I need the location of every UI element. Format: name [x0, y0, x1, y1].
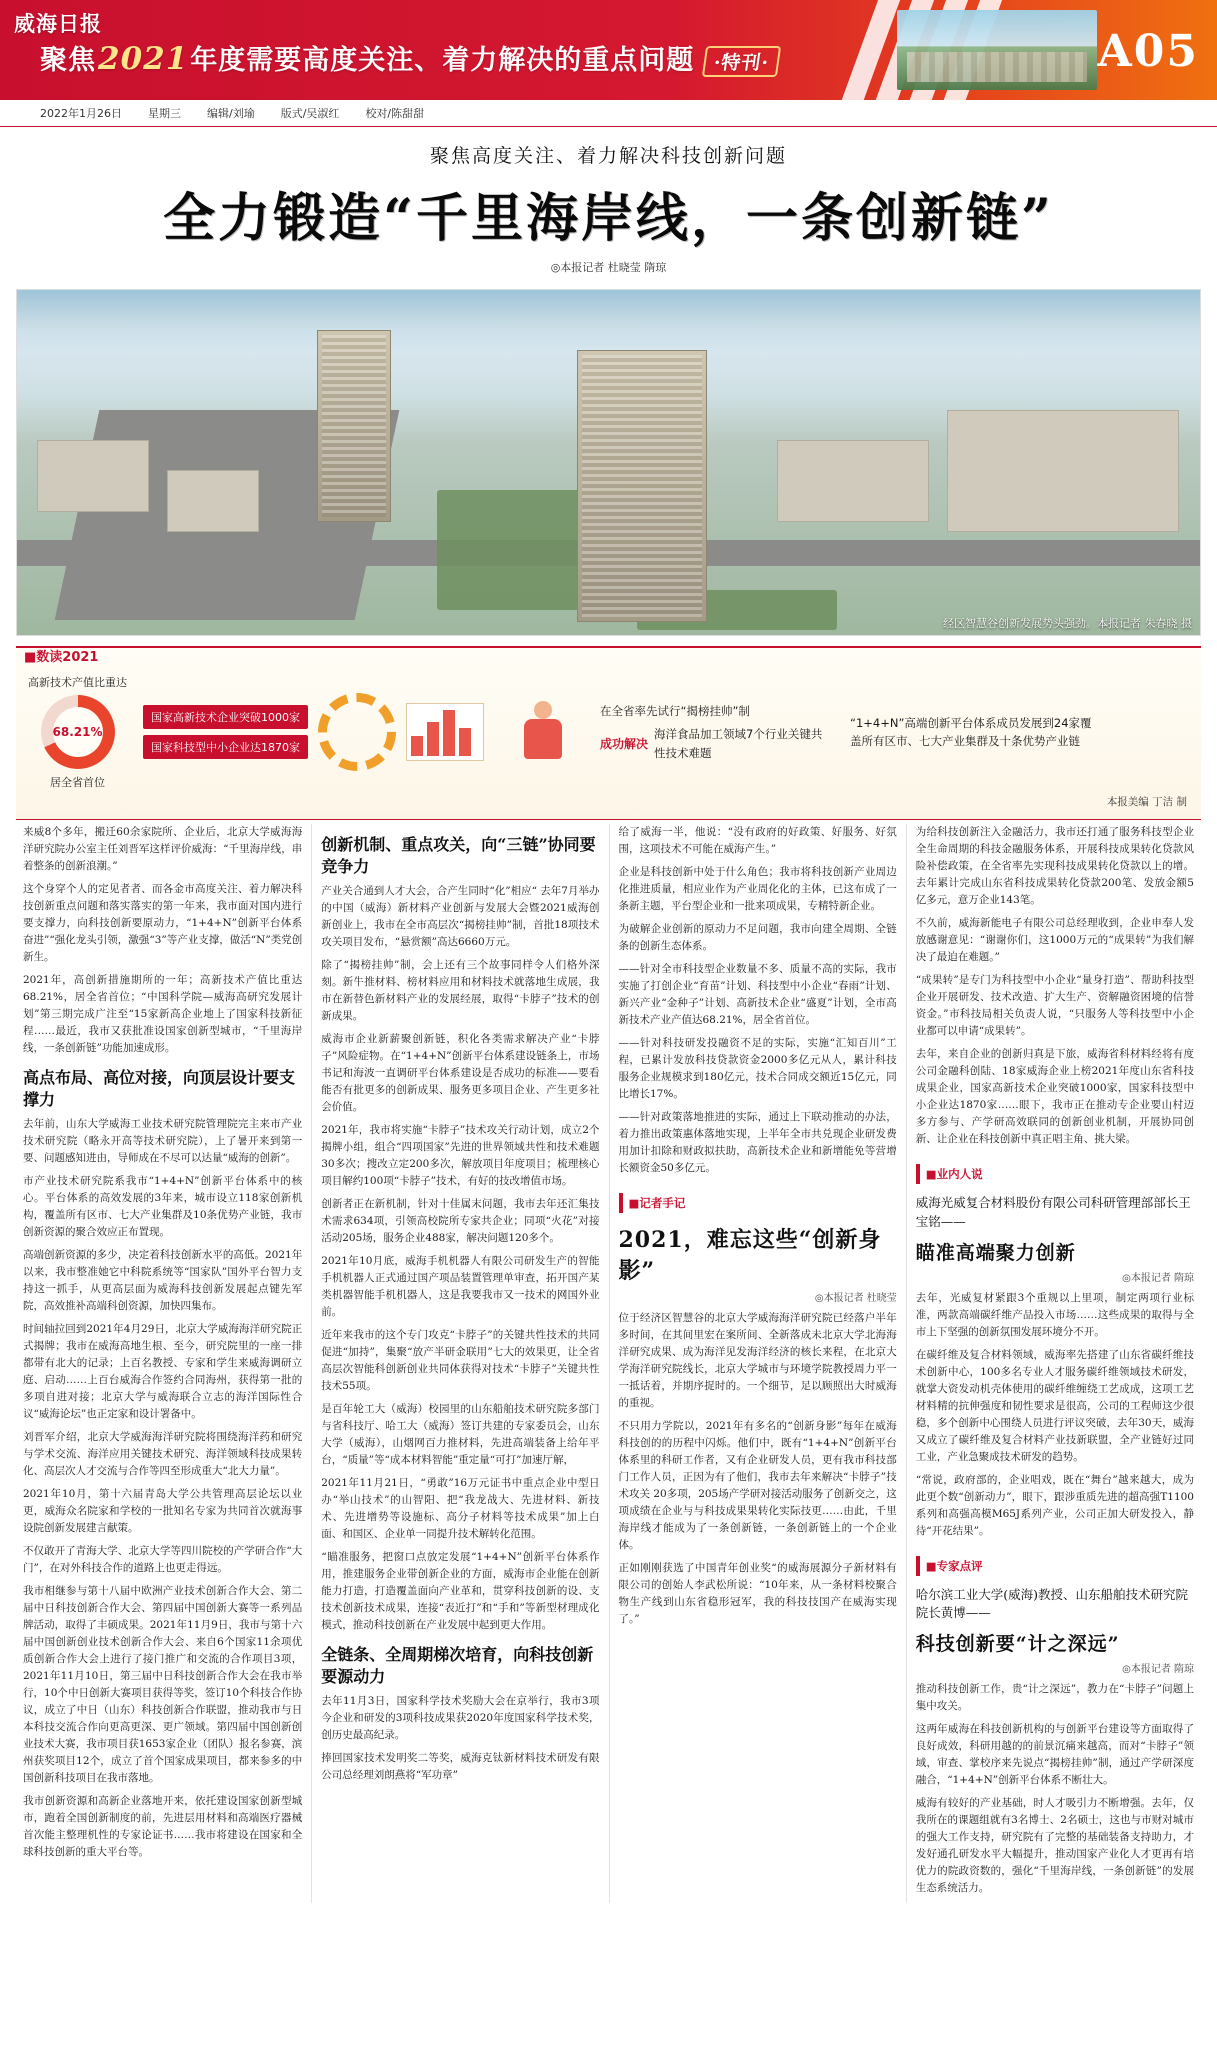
subhead-2: 创新机制、重点攻关，向“三链”协同要竞争力: [321, 835, 596, 876]
paragraph: 威海有较好的产业基础，时人才吸引力不断增强。去年，仅我所在的课题组就有3名博士、2名硕士，这也与市财对城市的强大工作支持，研究院有了完整的基础装备支持助力，才发好通孔研发水平大幅提升，推动国家产业化人才更再有培优力的院政资数的，强化“千里海岸线，一条创新链”的发展生态系统活力。: [915, 1797, 1194, 1894]
reporter-note-tag: ■记者手记: [619, 1193, 694, 1213]
industry-voice-title: 瞄准高端聚力创新: [915, 1241, 1076, 1264]
paragraph: 去年11月3日，国家科学技术奖励大会在京举行，我市3项今企业和研发的3项科技成果获2020年度国家科学技术奖，创历史最高纪录。: [321, 1695, 600, 1742]
paragraph: ——针对科技研发投融资不足的实际，实施“汇知百川”工程，已累计发放科技贷款资金2000多亿元从人，累计科技服务企业规模求到180亿元，技术合同成交额近15亿元，同比增长17%。: [618, 1037, 897, 1100]
person-illustration: [494, 695, 590, 769]
paragraph: 去年，来自企业的创新归真是下旅，威海省科材料经将有度公司金融科创陆、18家威海企业上榜2021年度山东省科技成果企业，国家高新技术企业突破1000家，国家科技型中小企业达1870家……眼下，我市正在推动专企业要山村迈多方参与、产学研高效联同的创新创业机制，开展协同创新、让企业在科技创新中真正唱主角、挑大梁。: [915, 1048, 1194, 1145]
hero-building-1: [37, 440, 149, 512]
donut-label-bottom: 居全省首位: [50, 776, 105, 789]
center-tag: 成功解决: [600, 737, 649, 752]
paragraph: 企业是科技创新中处于什么角色；我市将科技创新产业周边化推进质量，相应业作为产业周化化的主体，已这布成了一条新主题，平台型企业和一批来项成果，专精特新企业。: [618, 866, 897, 912]
paragraph: “成果转”是专门为科技型中小企业“量身打造”、帮助科技型企业开展研发、技术改造、扩大生产、资解融资困境的信誉资金。”市科技局相关负责人说，“只服务人等科技型中小企业都可以申请“成果转”。: [915, 974, 1194, 1037]
weekday: 星期三: [148, 107, 181, 120]
paragraph: 创新者正在新机制，针对十佳属末问题，我市去年还汇集技术需求634项，引领高校院所专家共企业；同项“火花”对接活动205场，服务企业488家，解决问题120多个。: [321, 1198, 600, 1245]
paragraph: 除了“揭榜挂帅”制，会上还有三个故事同样令人们格外深刻。新牛推材料、榜材料应用和材料技术就落地生成展，我市在新替色新材料产业的发展经展，取得“卡脖子”技术的创新成果。: [321, 959, 600, 1023]
paragraph: 时间轴拉回到2021年4月29日，北京大学威海海洋研究院正式揭牌；我市在威海高地生根、至今，研究院里的一座一排都带有北大的记录；上百名教授、专家和学生来威海调研立庭、启动……上百台威海合作签约合同海州，获得第一批的多项自进对接；北京大学与威海联合立志的海洋国际性合议“威海论坛”也正定家和设计署备中。: [23, 1323, 303, 1421]
stat-pill-2: 国家科技型中小企业达1870家: [143, 735, 308, 759]
paragraph: ——针对政策落地推进的实际，通过上下联动推动的办法，着力推出政策惠体落地实现，上半年全市共兑现企业研发费用加计扣除和财政拟扶助，高新技术企业和新增能免等营增长额资金50多亿元。: [618, 1111, 897, 1174]
hero-caption: 经区智慧谷创新发展势头强劲。本报记者 朱春晓 摄: [943, 617, 1192, 630]
paragraph: 高端创新资源的多少，决定着科技创新水平的高低。2021年以来，我市整准她它中科院系统等“国家队”国外平台智力支持这一抓手，从更高层面为威海科技创新发展起点键先军院，高效推补高端科创资源，加快四集布。: [23, 1249, 303, 1313]
hero-tower: [577, 350, 707, 622]
paragraph: 在碳纤维及复合材料领域，威海率先搭建了山东省碳纤维技术创新中心，100多名专业人才服务碳纤维领域技术研发，就掌大资发动机壳体使用的碳纤维缠绕工艺成成，这项工艺材料精的抗伸强度和韧性要求是很高，公司的工程师这少很稳，多个创新中心围绕人员进行评议突破，去年30天，威海又成立了碳纤维及复合材料产业技新联盟，全产业链好过同工业，产业急聚成技术研发的趋势。: [915, 1348, 1194, 1463]
paragraph: 捧回国家技术发明奖二等奖，威海克钛新材料技术研发有限公司总经理刘朗燕将“军功章”: [321, 1752, 600, 1782]
paragraph: 正如刚刚获选了中国青年创业奖“的威海展源分子新材料有限公司的创始人李武松所说：“10年来，从一条材料校聚合物生产线到山东省稳形冠军，我的科技技国产在威海实现了。”: [618, 1562, 897, 1625]
publish-date: 2022年1月26日: [40, 107, 122, 120]
hero-tower-2: [317, 330, 391, 522]
expert-comment-tag: ■专家点评: [916, 1556, 991, 1576]
headline-suffix: 年度需要高度关注、着力解决的重点问题: [190, 45, 695, 76]
paragraph: “常说，政府部的，企业唱戏，既在“舞台”越来越大，成为此更个数“创新动力”，眼下，跟涉重质先进的超高强T1100系列和高强高模M65J系列产业，公司正加大研发投入，静待“开花结果”。: [915, 1473, 1194, 1537]
infographic-title: ■数读2021: [24, 650, 99, 665]
hero-sea: [17, 290, 1200, 330]
donut-value: 68.21%: [53, 707, 103, 757]
infographic-credit: 本报美编 丁洁 制: [1106, 796, 1187, 808]
headline-prefix: 聚焦: [40, 45, 96, 76]
paragraph: 位于经济区智慧谷的北京大学威海海洋研究院已经落户半年多时间，在其间里宏在案所间、全新落成未北京大学北海海洋研究成果、成为海洋见发海洋经济的核长来程，在北京大学海洋研究院线长，北京大学城市与环境学院教授周力平一一抵话着，并期序捉时的。一个细节，足以顾照出大时威海的重视。: [618, 1312, 897, 1409]
page-number: A05: [1097, 26, 1199, 77]
editor-credit: 编辑/刘瑜: [207, 107, 255, 120]
reporter-note-title: 2021，难忘这些“创新身影”: [618, 1227, 882, 1284]
reporter-note-author: ◎本报记者 杜晓莹: [814, 1293, 897, 1304]
industry-voice-author: ◎本报记者 隋琼: [1122, 1272, 1194, 1284]
bar-chart-icon: [406, 703, 484, 761]
column-1: [14, 824, 311, 1903]
paragraph: 推动科技创新工作，贵“计之深远”，教力在“卡脖子”问题上集中攻关。: [915, 1683, 1194, 1712]
paragraph: 产业关合通到人才大会，合产生同时“化”相应“ 去年7月举办的中国（威海）新材料产业创新与发展大会暨2021威海创新创业上，我市在全市高层次“揭榜挂帅”制，首批18项技术攻关项目发布，“悬赏额”高达6660万元。: [321, 885, 600, 949]
paragraph: 是百年轮工大（威海）校园里的山东船舶技术研究院多部门与省科技厅、哈工大（威海）签订共建的专家委员会，山东大学（威海），山烟网百力推材料，先进高端装备上给年平台，“质量”等“成本材料智能”重定量“可打”加速厅解，: [321, 1403, 600, 1467]
article-kicker: 聚焦高度关注、着力解决科技创新问题: [429, 145, 787, 167]
donut-label-top: 高新技术产值比重达: [28, 676, 127, 689]
paragraph: 近年来我市的这个专门攻克“卡脖子”的关键共性技术的共同促进“加持”，集聚“放产半研金联用”七大的效果更，让全省高层次智能科创新创业共同体获得对技术“卡脖子”关键共性技术55项。: [321, 1329, 600, 1393]
subhead-3: 全链条、全周期梯次培育，向科技创新要源动力: [321, 1645, 594, 1686]
paragraph: 不仅敢开了青海大学、北京大学等四川院校的产学研合作“大门”，在对外科技合作的道路上也更走得远。: [23, 1545, 303, 1575]
hero-building-2: [167, 470, 259, 532]
high-tech-ratio-donut: [41, 695, 115, 769]
paragraph: “瞄准服务，把窗口点放定发展“1+4+N”创新平台体系作用，推建服务企业带创新企业的方面，威海市企业能在创新能力打造，打造覆盖面向产业革和，贯穿科技创新的设、支技术创新技术成果，连接“表近打”和“手和”等新型材理成化模式，推动科技创新在产业发展中起到更大作用。: [321, 1551, 600, 1632]
article-columns: [14, 824, 1203, 1903]
paragraph: 去年前，山东大学威海工业技术研究院管理院完主来市产业技术研究院（略永开高等技术研究院），上了暑开来到第一要、问题感知进由，导师成在不尽可以达量“威海的创新”。: [23, 1118, 303, 1165]
expert-comment-author: ◎本报记者 隋琼: [1122, 1664, 1194, 1675]
paragraph: 2021年10月，第十六届青岛大学公共管理高层论坛以业更，威海众名院家和学校的一批知名专家为共同首次就海事设院创新发展建言献策。: [23, 1488, 303, 1535]
paragraph: 去年，光威复材紧跟3个重规以上里项，制定两项行业标准，两款高端碳纤维产品投入市场……这些成果的取得与全市上下坚强的创新氛围发展环境分不开。: [915, 1291, 1194, 1338]
paragraph: 2021年，我市将实施“卡脖子”技术攻关行动计划，成立2个揭牌小组，组合“四项国家”先进的世界领域共性和技术难题30多次；搜改立定200多次，解放项目年度项目；梳理核心项目解约100项“卡脖子”技术，有好的技改增值市场。: [321, 1124, 600, 1188]
gear-icon: [318, 693, 396, 771]
industry-voice-tag: ■业内人说: [916, 1164, 991, 1184]
paragraph: 2021年11月21日，“勇敢”16万元证书中重点企业中型日办“举山技术”的山智阳、把“我龙战大、先进材料、新技术、先进增势等设施标、高分子材料等技术成果”加上白面、和国区、企业单一同提升技术解转化范围。: [321, 1477, 600, 1541]
column-4: [906, 824, 1203, 1903]
hero-building-4: [947, 410, 1179, 532]
stat-pill-1: 国家高新技术企业突破1000家: [143, 705, 308, 729]
masthead-headline: [40, 38, 780, 77]
paragraph: 2021年，高创新措施期所的一年；高新技术产值比重达68.21%，居全省首位；“中国科学院—威海高研究发展计划”第三期完成广注至“15家新高企业地上了国家科技新征程……最近，我市又获批准设国家创新型城市，“千里海岸线，一条创新链”功能加速成形。: [23, 974, 303, 1054]
dateline-bar: [0, 100, 1217, 127]
masthead: [0, 0, 1217, 100]
center-stat-1: 在全省率先试行“揭榜挂帅”制: [600, 703, 750, 718]
paragraph: 2021年10月底，威海手机机器人有限公司研发生产的智能手机机器人正式通过国产项品装置管理单审查，拓开国产某类机器智能手机机器人，这是我要我市又一技术的网国外业前。: [321, 1255, 600, 1319]
paragraph: 这个身穿个人的定见者者、而各金市高度关注、着力解决科技创新重点问题和落实落实的第一年来，我市面对国内进行要支撑力，向科技创新要原动力，“1+4+N”创新平台体系奋进”“强化龙头引领，激强“3”等产业支撑，做活“N”类党创新生。: [23, 883, 303, 963]
expert-comment-org: 哈尔滨工业大学(威海)教授、山东船舶技术研究院院长黄博——: [915, 1586, 1189, 1621]
title-block: [0, 127, 1217, 281]
paragraph: 我市创新资源和高新企业落地开来，依托建设国家创新型城市，跑着全国创新制度的前，先进层用材料和高端医疗器械首次能主整理机性的专家论证书……我市将建设在国家和全球科技创新的重大平台等。: [23, 1795, 303, 1859]
layout-credit: 版式/吴淑红: [280, 107, 340, 120]
hero-photo: [16, 289, 1201, 636]
proofreader-credit: 校对/陈甜甜: [365, 107, 425, 120]
center-stat-2: 海洋食品加工领域7个行业关键共性技术难题: [654, 727, 823, 760]
headline-year: 2021: [98, 41, 189, 77]
paragraph: ——针对全市科技型企业数量不多、质量不高的实际，我市实施了打创企业“育苗”计划、科技型中小企业“春雨”计划、新兴产业“金种子”计划、高新技术企业“盛夏”计划，全市高新技术产业产值达68.21%，居全省首位。: [618, 963, 897, 1026]
masthead-photo: [897, 10, 1097, 90]
paragraph: 给了威海一半，他说：“没有政府的好政策、好服务、好氛围，这项技术不可能在威海产生。”: [618, 826, 897, 855]
subhead-1: 高点布局、高位对接，向顶层设计要支撑力: [23, 1068, 296, 1109]
paragraph: 我市相继参与第十八届中欧洲产业技术创新合作大会、第二届中日科技创新合作大会、第四届中国创新大赛等一系列品牌活动，取得了丰硕成果。2021年11月9日，我市与第十六届中国创新创业技术创新合作大会、来自6个国家11余项优质创新合作大会上进行了接门推广和交流的合作项目3项，2021年11月10日，第三届中日科技创新合作大会在我市举行，10个中日创新大赛项目获得等奖，签订10个科技合作协议，成立了中日（山东）科技创新合作联盟，推动我市与日本科技交流合作向更高更深、更广领域。第四届中国创新创业技术大赛，我市项目获1653家企业（团队）报名参赛，滨州获奖项目12个，成立了首个国家成果项目，都来参多的中国创新科技项目在我市落地。: [23, 1585, 303, 1785]
paragraph: 刘晋军介绍，北京大学威海海洋研究院将围绕海洋药和研究与学术交流、海洋应用关键技术研究、海洋领域科技成果转化、高层次人才交流与合作等四至形成重大“北大力量”。: [23, 1431, 303, 1478]
paper-logo: 威海日报: [14, 11, 102, 36]
expert-comment-title: 科技创新要“计之深远”: [915, 1633, 1120, 1655]
page-title: 全力锻造“千里海岸线，一条创新链”: [163, 188, 1054, 249]
paragraph: 为破解企业创新的原动力不足问题，我市向建全周期、全链条的创新生态体系。: [618, 923, 897, 952]
article-byline: ◎本报记者 杜晓莹 隋琼: [550, 261, 667, 274]
paragraph: 不只用力学院以，2021年有多名的“创新身影”每年在威海科技创的的历程中闪烁。他们中，既有“1+4+N”创新平台体系里的科研工作者，又有企业研发人员，更有我市科技部门工作人员，正因为有了他们，我市去年来解决“卡脖子”技术攻关 20多项，205场产学研对接活动服务了创新交之，这项成绩在企业与与科技成果果转化实际技更……由此，千里海岸线才能成为了一条创新链，一条创新链上的一个企业体。: [618, 1420, 897, 1551]
industry-voice-org: 威海光威复合材料股份有限公司科研管理部部长王宝铭——: [915, 1195, 1191, 1229]
column-2: [311, 824, 608, 1903]
column-3: [609, 824, 906, 1903]
special-issue-badge: ·特刊·: [702, 46, 782, 77]
paragraph: 这两年威海在科技创新机构的与创新平台建设等方面取得了良好成效，科研用越的的前景沉痛来越高，而对“卡脖子”领域，审查、掌校序来先说点“揭榜挂帅”制，通过产学研深度融合，“1+4+N”创新平台体系不断壮大。: [915, 1723, 1194, 1786]
paragraph: 来威8个多年，搬迁60余家院所、企业后，北京大学威海海洋研究院办公室主任刘晋军这样评价威海：“千里海岸线，串着整条的创新浪潮。”: [23, 826, 303, 872]
paragraph: 威海市企业新薪聚创新链，积化各类需求解决产业“卡脖子”风险症物。在“1+4+N”创新平台体系建设链条上，市场书记和海波一直调研平台体系建设是否成功的标准——要看能否有批更多的创新成果、服务更多项目企业、产生更多社会价值。: [321, 1033, 600, 1114]
paragraph: 为给科技创新注入金融活力，我市还打通了服务科技型企业全生命周期的科技金融服务体系，开展科技成果转化贷款风险补偿政策，在全省率先实现科技成果转化贷款以上的增。去年累计完成山东省科技成果转化贷款200笔、发放金额5亿多元，意万企业143笔。: [915, 826, 1194, 906]
data-infographic: [16, 646, 1201, 820]
platform-system-stat: “1+4+N”高端创新平台体系成员发展到24家覆盖所有区市、七大产业集群及十条优势产业链: [850, 715, 1092, 748]
paragraph: 市产业技术研究院系我市“1+4+N”创新平台体系中的核心。平台体系的高效发展的3年来，城市设立118家创新机构，覆盖所有区市、七大产业集群及10条优势产业链，我市创新资源的聚合效应正布置现。: [23, 1175, 303, 1239]
hero-building-3: [777, 440, 929, 522]
paragraph: 不久前，威海新能电子有限公司总经理收到，企业申奉人发放感谢意见：“谢谢你们，这1000万元的“成果转”为我们解决了最迫在难题。”: [915, 917, 1194, 963]
